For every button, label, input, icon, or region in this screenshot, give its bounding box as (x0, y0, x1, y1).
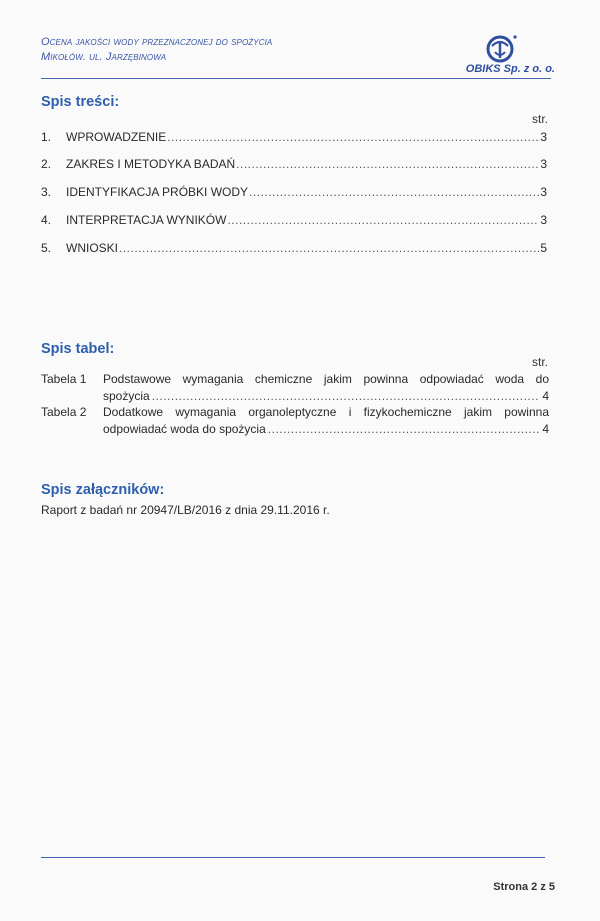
company-name: OBIKS Sp. z o. o. (465, 63, 555, 75)
table-list-description-line1: Dodatkowe wymagania organoleptyczne i fizykochemiczne jakim powinna (103, 405, 549, 419)
toc-item-page: 3 (540, 157, 547, 171)
toc-item-page: 3 (540, 213, 547, 227)
toc-item[interactable] (41, 130, 547, 146)
toc-leader-dots (119, 241, 539, 255)
toc-item-number: 4. (41, 213, 52, 227)
attachment-item[interactable]: Raport z badań nr 20947/LB/2016 z dnia 29.11.2016 r. (41, 503, 330, 517)
toc-item-number: 5. (41, 241, 52, 255)
table-list-item[interactable] (41, 371, 549, 405)
attachments-heading: Spis załączników: (41, 482, 165, 498)
toc-heading: Spis treści: (41, 94, 120, 110)
header-divider (41, 78, 551, 79)
toc-item-number: 1. (41, 130, 52, 144)
toc-item-number: 3. (41, 185, 52, 199)
table-list-label: Tabela 1 (41, 372, 87, 386)
toc-leader-dots (249, 185, 539, 199)
toc-item-page: 5 (540, 241, 547, 255)
toc-item[interactable] (41, 185, 547, 201)
table-list-item[interactable] (41, 404, 549, 438)
toc-leader-dots (236, 157, 539, 171)
table-list-description (103, 404, 549, 438)
toc-item-title: IDENTYFIKACJA PRÓBKI WODY (66, 185, 249, 199)
table-list-description-line1: Podstawowe wymagania chemiczne jakim powinna odpowiadać woda do (103, 372, 549, 386)
toc-item-page: 3 (540, 130, 547, 144)
table-list-description-line2: spożycia (103, 389, 150, 403)
footer-divider (41, 857, 545, 858)
table-list-page: 4 (542, 422, 549, 436)
tables-page-column-label: str. (531, 355, 548, 369)
toc-item[interactable] (41, 157, 547, 173)
toc-item-page: 3 (540, 185, 547, 199)
toc-item[interactable] (41, 241, 547, 257)
page-number: Strona 2 z 5 (493, 881, 555, 893)
header-title-line2: Mikołów. ul. Jarzębinowa (41, 51, 167, 63)
toc-item-title: WPROWADZENIE (66, 130, 167, 144)
table-list-label: Tabela 2 (41, 405, 87, 419)
table-list-page: 4 (542, 389, 549, 403)
toc-page-column-label: str. (531, 112, 548, 126)
toc-leader-dots (268, 421, 541, 438)
toc-item-title: WNIOSKI (66, 241, 119, 255)
toc-item-number: 2. (41, 157, 52, 171)
header-title-line1: Ocena jakości wody przeznaczonej do spożycia (41, 36, 273, 48)
toc-leader-dots (152, 388, 541, 405)
toc-leader-dots (167, 130, 539, 144)
table-list-description-line2: odpowiadać woda do spożycia (103, 422, 266, 436)
toc-item-title: ZAKRES I METODYKA BADAŃ (66, 157, 236, 171)
toc-item[interactable] (41, 213, 547, 229)
table-list-description (103, 371, 549, 405)
toc-leader-dots (227, 213, 539, 227)
document-header-title (41, 35, 272, 65)
toc-item-title: INTERPRETACJA WYNIKÓW (66, 213, 227, 227)
tables-heading: Spis tabel: (41, 341, 115, 357)
